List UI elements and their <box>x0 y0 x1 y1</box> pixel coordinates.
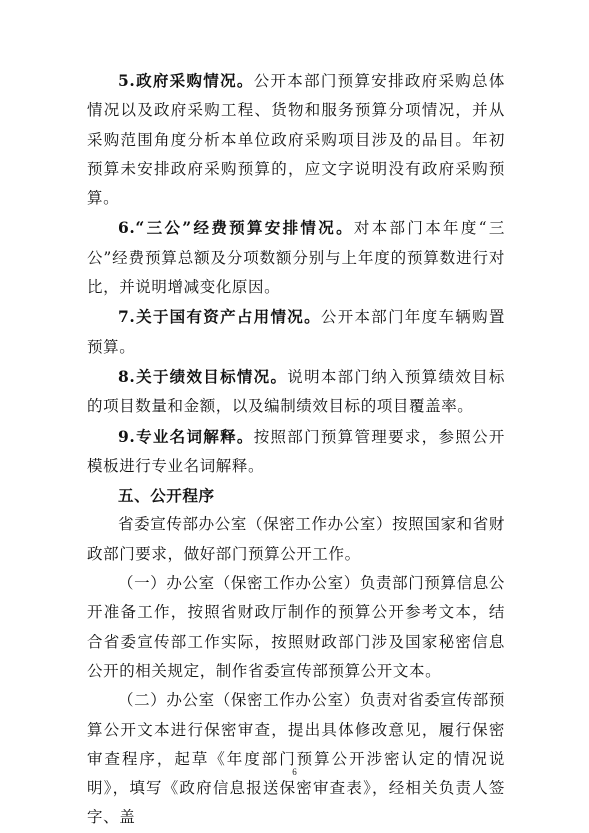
paragraph-lead: 9.专业名词解释。 <box>118 426 254 446</box>
paragraph-text: 公开本部门年度车辆购置预算。 <box>87 308 505 356</box>
paragraph-lead: 5.政府采购情况。 <box>118 71 254 90</box>
paragraph-lead: 8.关于绩效目标情况。 <box>118 366 288 386</box>
paragraph-three-public-expenses <box>87 213 505 302</box>
page-number: 6 <box>292 767 297 777</box>
paragraph-procurement <box>87 66 505 213</box>
paragraph-lead: 6.“三公”经费预算安排情况。 <box>118 218 354 238</box>
paragraph-performance-goals <box>87 362 505 422</box>
paragraph-text: 对本部门本年度“三公”经费预算总额及分项数额分别与上年度的预算数进行对比，并说明增减变化原因。 <box>87 219 506 297</box>
paragraph-glossary <box>87 422 505 482</box>
paragraph-text: 按照部门预算管理要求，参照公开模板进行专业名词解释。 <box>87 427 505 475</box>
section-heading: 五、公开程序 <box>118 486 215 506</box>
body-paragraph: （二）办公室（保密工作办公室）负责对省委宣传部预算公开文本进行保密审查，提出具体修改意见，履行保密审查程序，起草《年度部门预算公开涉密认定的情况说明》，填写《政府信息报送保密审查表》，经相关负责人签字、盖 <box>87 691 505 827</box>
body-paragraph: 省委宣传部办公室（保密工作办公室）按照国家和省财政部门要求，做好部门预算公开工作。 <box>87 515 505 563</box>
paragraph-lead: 7.关于国有资产占用情况。 <box>118 307 321 327</box>
page-body <box>87 66 505 833</box>
paragraph-text: 公开本部门预算安排政府采购总体情况以及政府采购工程、货物和服务预算分项情况，并从采购范围角度分析本单位政府采购项目涉及的品目。年初预算未安排政府采购预算的，应文字说明没有政府采购预算。 <box>87 72 505 208</box>
paragraph-text: 说明本部门纳入预算绩效目标的项目数量和金额，以及编制绩效目标的项目覆盖率。 <box>87 367 505 416</box>
body-paragraph: （一）办公室（保密工作办公室）负责部门预算信息公开准备工作，按照省财政厅制作的预算公开参考文本，结合省委宣传部工作实际，按照财政部门涉及国家秘密信息公开的相关规定，制作省委宣传部预算公开文本。 <box>87 574 505 680</box>
paragraph-state-assets <box>87 302 505 362</box>
